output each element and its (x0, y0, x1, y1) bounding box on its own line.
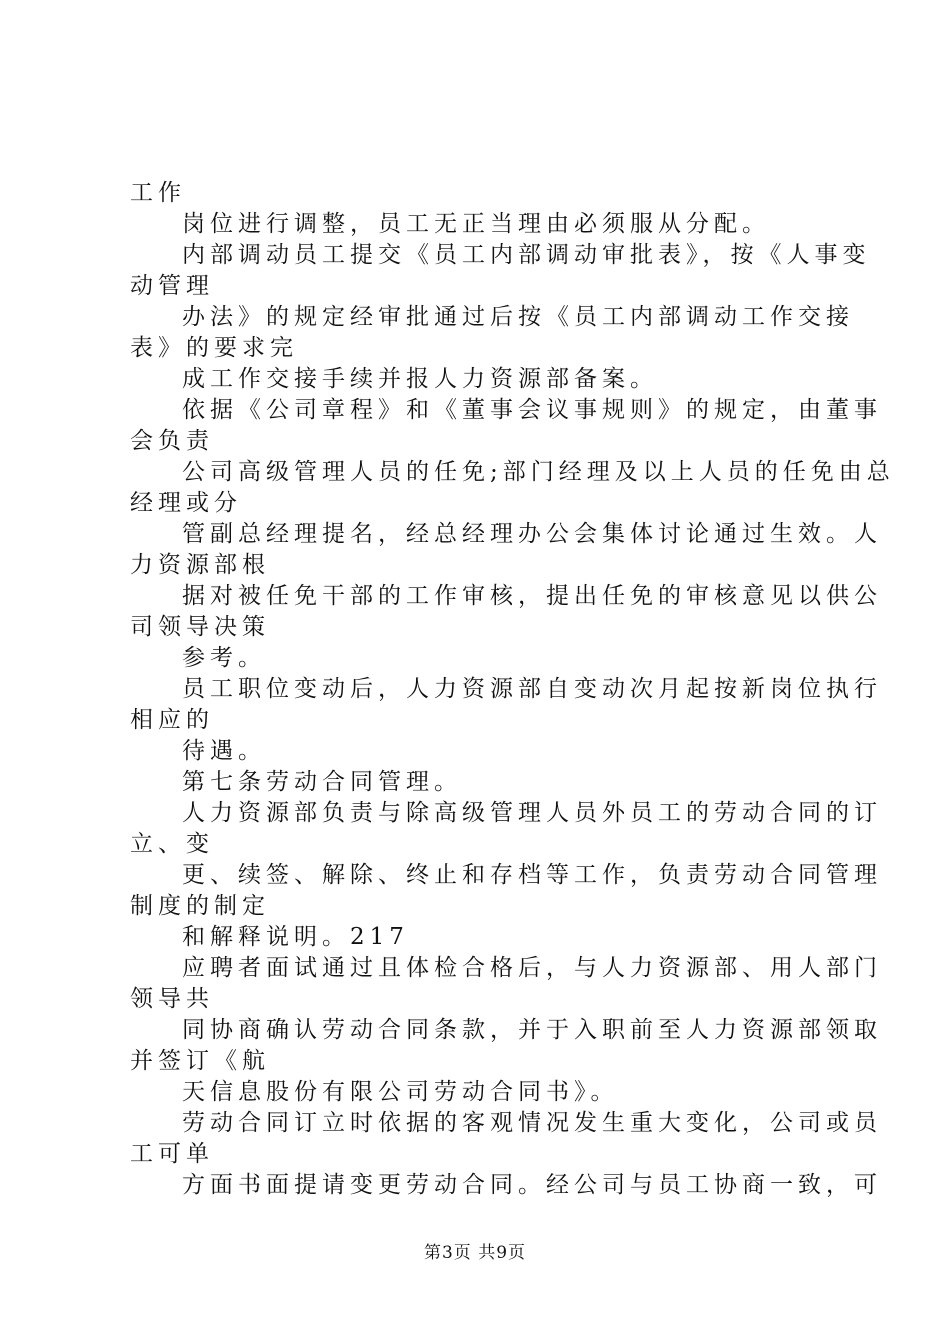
text-line: 经理或分 (130, 490, 242, 516)
page-footer: 第3页 共9页 (423, 1243, 527, 1263)
text-line: 相应的 (130, 707, 214, 733)
text-line: 制度的制定 (130, 893, 270, 919)
text-line: 参考。 (182, 645, 266, 671)
text-line: 岗位进行调整，员工无正当理由必须服从分配。 (182, 211, 770, 237)
text-line: 第七条劳动合同管理。 (182, 769, 462, 795)
text-line: 司领导决策 (130, 614, 270, 640)
text-line: 应聘者面试通过且体检合格后，与人力资源部、用人部门 (182, 955, 882, 981)
text-line: 管副总经理提名，经总经理办公会集体讨论通过生效。人 (182, 521, 882, 547)
text-line: 公司高级管理人员的任免;部门经理及以上人员的任免由总 (182, 459, 895, 485)
text-line: 成工作交接手续并报人力资源部备案。 (182, 366, 658, 392)
text-line: 工作 (130, 180, 186, 206)
text-line: 和解释说明。217 (182, 924, 409, 950)
text-line: 动管理 (130, 273, 214, 299)
text-line: 会负责 (130, 428, 214, 454)
text-line: 办法》的规定经审批通过后按《员工内部调动工作交接 (182, 304, 854, 330)
text-line: 并签订《航 (130, 1048, 270, 1074)
text-line: 立、变 (130, 831, 214, 857)
text-line: 待遇。 (182, 738, 266, 764)
text-line: 内部调动员工提交《员工内部调动审批表》，按《人事变 (182, 242, 871, 268)
text-line: 天信息股份有限公司劳动合同书》。 (182, 1079, 619, 1105)
text-line: 领导共 (130, 986, 214, 1012)
text-line: 劳动合同订立时依据的客观情况发生重大变化，公司或员 (182, 1110, 882, 1136)
text-line: 同协商确认劳动合同条款，并于入职前至人力资源部领取 (182, 1017, 882, 1043)
text-line: 更、续签、解除、终止和存档等工作，负责劳动合同管理 (182, 862, 882, 888)
text-line: 力资源部根 (130, 552, 270, 578)
text-line: 人力资源部负责与除高级管理人员外员工的劳动合同的订 (182, 800, 882, 826)
text-line: 员工职位变动后，人力资源部自变动次月起按新岗位执行 (182, 676, 882, 702)
text-line: 据对被任免干部的工作审核，提出任免的审核意见以供公 (182, 583, 882, 609)
text-line: 方面书面提请变更劳动合同。经公司与员工协商一致，可 (182, 1172, 882, 1198)
text-line: 依据《公司章程》和《董事会议事规则》的规定，由董事 (182, 397, 882, 423)
text-line: 工可单 (130, 1141, 214, 1167)
text-line: 表》的要求完 (130, 335, 298, 361)
